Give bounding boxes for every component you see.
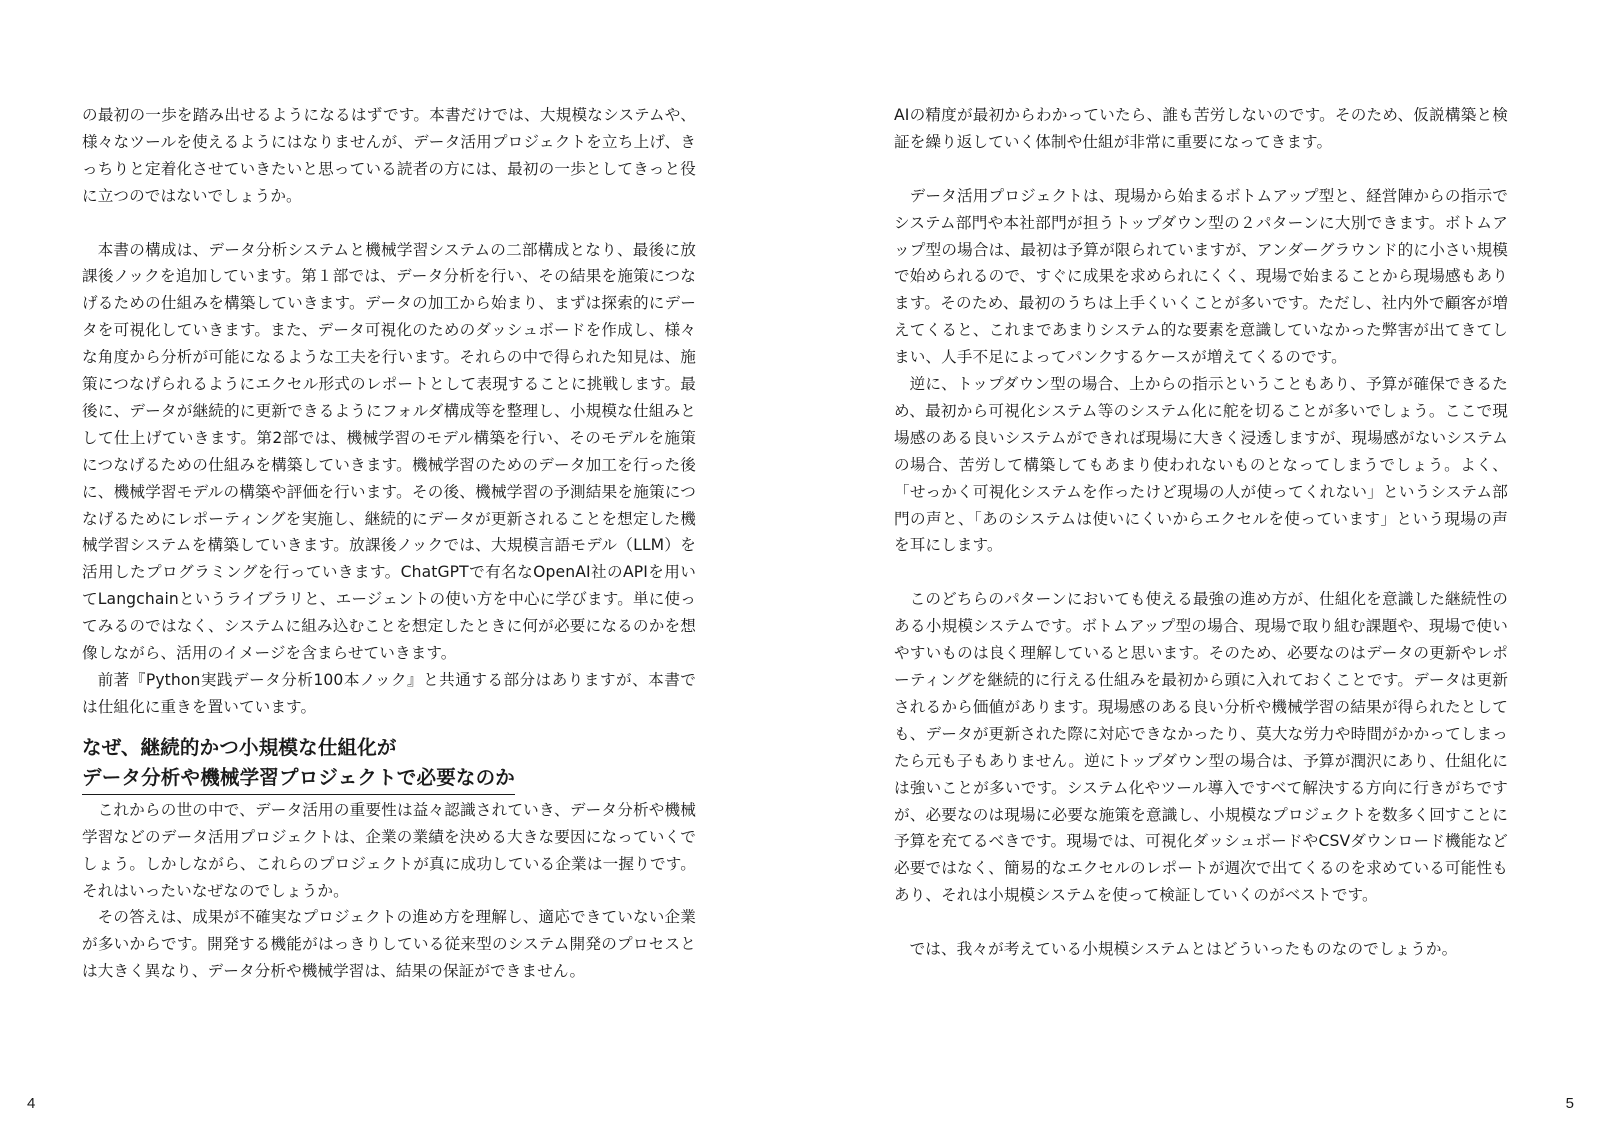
body-paragraph: その答えは、成果が不確実なプロジェクトの進め方を理解し、適応できていない企業が多いからです。開発する機能がはっきりしている従来型のシステム開発のプロセスとは大きく異なり、データ分析や機械学習は、結果の保証ができません。 — [82, 908, 696, 981]
page-number: 5 — [1565, 1095, 1574, 1112]
body-paragraph: これからの世の中で、データ活用の重要性は益々認識されていき、データ分析や機械学習などのデータ活用プロジェクトは、企業の業績を決める大きな要因になっていくでしょう。しかしながら、これらのプロジェクトが真に成功している企業は一握りです。それはいったいなぜなのでしょうか。 — [82, 800, 696, 900]
body-paragraph: 前著『Python実践データ分析100本ノック』と共通する部分はありますが、本書では仕組化に重きを置いています。 — [82, 671, 696, 716]
body-paragraph: 逆に、トップダウン型の場合、上からの指示ということもあり、予算が確保できるため、最初から可視化システム等のシステム化に舵を切ることが多いでしょう。ここで現場感のある良いシステムができれば現場に大きく浸透しますが、現場感がないシステムの場合、苦労して構築してもあまり使われないものとなってしまうでしょう。よく、「せっかく可視化システムを作ったけど現場の人が使ってくれない」というシステム部門の声と、「あのシステムは使いにくいからエクセルを使っています」という現場の声を耳にします。 — [894, 375, 1508, 555]
right-page — [800, 0, 1600, 1135]
body-paragraph: このどちらのパターンにおいても使える最強の進め方が、仕組化を意識した継続性のある小規模システムです。ボトムアップ型の場合、現場で取り組む課題や、現場で使いやすいものは良く理解していると思います。そのため、必要なのはデータの更新やレポーティングを継続的に行える仕組みを最初から頭に入れておくことです。データは更新されるから価値があります。現場感のある良い分析や機械学習の結果が得られたとしても、データが更新された際に対応できなかったり、莫大な労力や時間がかかってしまったら元も子もありません。逆にトップダウン型の場合は、予算が潤沢にあり、仕組化には強いことが多いです。システム化やツール導入ですべて解決する方向に行きがちですが、必要なのは現場に必要な施策を意識し、小規模なプロジェクトを数多く回すことに予算を充てるべきです。現場では、可視化ダッシュボードやCSVダウンロード機能など必要ではなく、簡易的なエクセルのレポートが週次で出てくるのを求めている可能性もあり、それは小規模システムを使って検証していくのがベストです。 — [894, 590, 1508, 905]
left-text-column — [82, 102, 696, 985]
body-paragraph: データ活用プロジェクトは、現場から始まるボトムアップ型と、経営陣からの指示でシステム部門や本社部門が担うトップダウン型の２パターンに大別できます。ボトムアップ型の場合は、最初は予算が限られていますが、アンダーグラウンド的に小さい規模で始められるので、すぐに成果を求められにくく、現場で始まることから現場感もあります。そのため、最初のうちは上手くいくことが多いです。ただし、社内外で顧客が増えてくると、これまであまりシステム的な要素を意識していなかった弊害が出てきてしまい、人手不足によってパンクするケースが増えてくるのです。 — [894, 186, 1508, 367]
body-paragraph: では、我々が考えている小規模システムとはどういったものなのでしょうか。 — [909, 940, 1458, 959]
section-heading — [82, 733, 696, 795]
body-paragraph: AIの精度が最初からわかっていたら、誰も苦労しないのです。そのため、仮説構築と検証を繰り返していく体制や仕組が非常に重要になってきます。 — [894, 106, 1508, 151]
section-heading-line-1: なぜ、継続的かつ小規模な仕組化が — [82, 735, 397, 759]
body-paragraph: 本書の構成は、データ分析システムと機械学習システムの二部構成となり、最後に放課後ノックを追加しています。第１部では、データ分析を行い、その結果を施策につなげるための仕組みを構築していきます。データの加工から始まり、まずは探索的にデータを可視化していきます。また、データ可視化のためのダッシュボードを作成し、様々な角度から分析が可能になるような工夫を行います。それらの中で得られた知見は、施策につなげられるようにエクセル形式のレポートとして表現することに挑戦します。最後に、データが継続的に更新できるようにフォルダ構成等を整理し、小規模な仕組みとして仕上げていきます。第2部では、機械学習のモデル構築を行い、そのモデルを施策につなげるための仕組みを構築していきます。機械学習のためのデータ加工を行った後に、機械学習モデルの構築や評価を行います。その後、機械学習の予測結果を施策につなげるためにレポーティングを実施し、継続的にデータが更新されることを想定した機械学習システムを構築していきます。放課後ノックでは、大規模言語モデル（LLM）を活用したプログラミングを行っていきます。ChatGPTで有名なOpenAI社のAPIを用いてLangchainというライブラリと、エージェントの使い方を中心に学びます。単に使ってみるのではなく、システムに組み込むことを想定したときに何が必要になるのかを想像しながら、活用のイメージを含まらせていきます。 — [82, 240, 696, 663]
page-number: 4 — [27, 1095, 36, 1112]
body-paragraph: の最初の一歩を踏み出せるようになるはずです。本書だけでは、大規模なシステムや、様々なツールを使えるようにはなりませんが、データ活用プロジェクトを立ち上げ、きっちりと定着化させていきたいと思っている読者の方には、最初の一歩としてきっと役に立つのではないでしょうか。 — [82, 106, 696, 205]
right-text-column — [894, 102, 1508, 963]
section-heading-line-2: データ分析や機械学習プロジェクトで必要なのか — [82, 763, 515, 795]
